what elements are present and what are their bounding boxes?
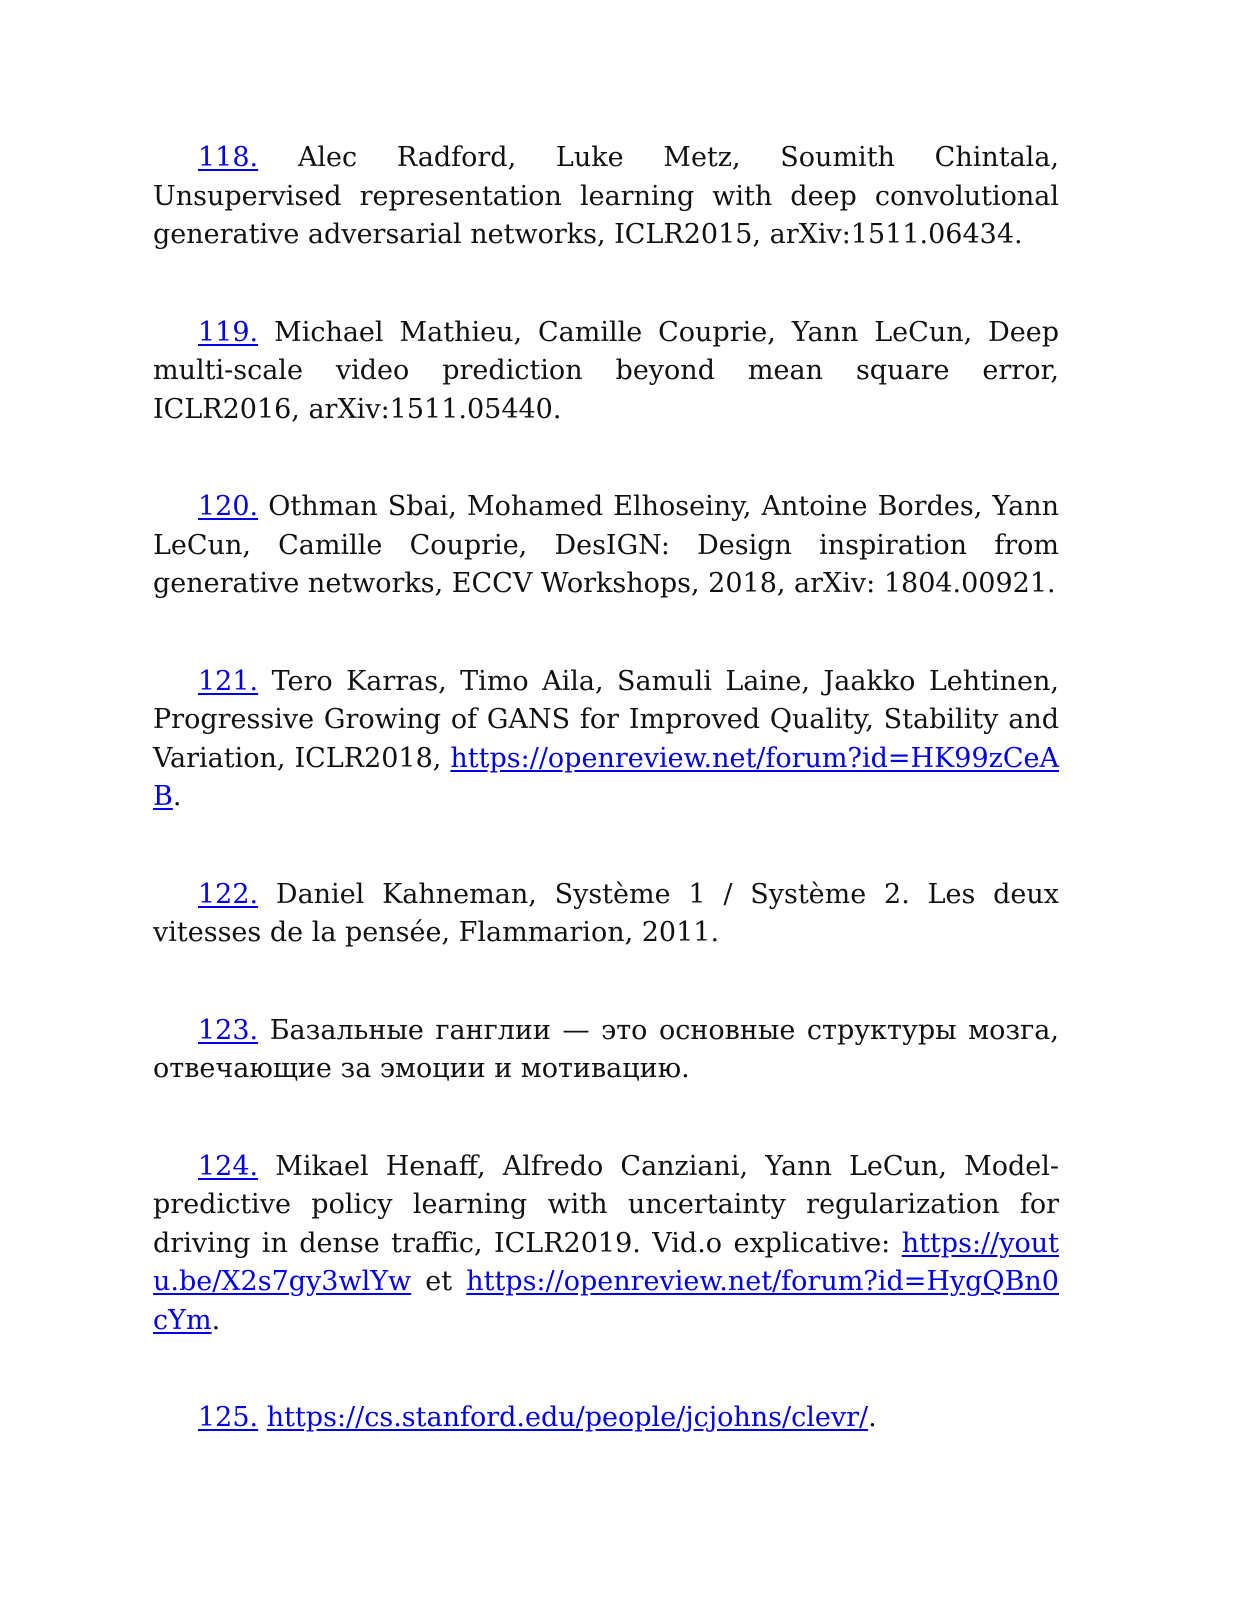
note-text: Tero Karras, Timo Aila, Samuli Laine, Jaakko Lehtinen, Progressive Growing of GANS for Improved Quality, Stability and Variation, ICLR2018, <box>153 665 1059 774</box>
note-number-link[interactable]: 125. <box>198 1402 259 1433</box>
endnote-121 <box>153 663 1059 817</box>
note-text: Michael Mathieu, Camille Couprie, Yann LeCun, Deep multi-scale video prediction beyond mean square error, ICLR2016, arXiv:1511.05440. <box>153 316 1059 425</box>
note-number-link[interactable]: 121. <box>198 665 259 697</box>
endnote-119 <box>153 314 1059 430</box>
note-number-link[interactable]: 119. <box>198 316 259 348</box>
note-text: Базальные ганглии — это основные структуры мозга, отвечающие за эмоции и мотивацию. <box>153 1014 1059 1084</box>
note-text: Alec Radford, Luke Metz, Soumith Chintala, Unsupervised representation learning with deep convolutional generative adversarial networks, ICLR2015, arXiv:1511.06434. <box>153 142 1059 250</box>
endnote-120 <box>153 488 1059 604</box>
endnote-123 <box>153 1012 1059 1089</box>
note-conjunction: et <box>425 1266 453 1297</box>
endnotes-page <box>153 139 1059 1438</box>
clevr-link[interactable]: https://cs.stanford.edu/people/jcjohns/clevr/ <box>266 1402 869 1433</box>
openreview-link[interactable]: https://openreview.net/forum?id=HygQBn0cYm <box>153 1266 1059 1336</box>
note-end-punct: . <box>868 1402 877 1433</box>
endnote-124 <box>153 1148 1059 1341</box>
note-number-link[interactable]: 122. <box>198 878 259 910</box>
note-number-link[interactable]: 124. <box>198 1150 259 1182</box>
note-text: Mikael Henaff, Alfredo Canziani, Yann LeCun, Model-predictive policy learning with uncertainty regularization for driving in dense traffic, ICLR2019. Vid.o explicative: <box>153 1150 1059 1259</box>
note-end-punct: . <box>211 1304 221 1336</box>
endnote-118 <box>153 139 1059 255</box>
note-number-link[interactable]: 123. <box>198 1014 259 1046</box>
openreview-link[interactable]: https://openreview.net/forum?id=HK99zCeAB <box>153 742 1059 812</box>
youtube-link[interactable]: https://youtu.be/X2s7gy3wlYw <box>153 1227 1059 1297</box>
endnote-125 <box>153 1399 1059 1438</box>
note-text: Daniel Kahneman, Système 1 / Système 2. Les deux vitesses de la pensée, Flammarion, 2011. <box>153 878 1059 948</box>
note-number-link[interactable]: 120. <box>198 491 259 522</box>
note-text: Othman Sbai, Mohamed Elhoseiny, Antoine Bordes, Yann LeCun, Camille Couprie, DesIGN: Design inspiration from generative networks, ECCV Workshops, 2018, arXiv: 1804.00921. <box>153 491 1059 599</box>
endnote-122 <box>153 876 1059 953</box>
note-end-punct: . <box>172 781 182 812</box>
note-number-link[interactable]: 118. <box>198 142 259 173</box>
